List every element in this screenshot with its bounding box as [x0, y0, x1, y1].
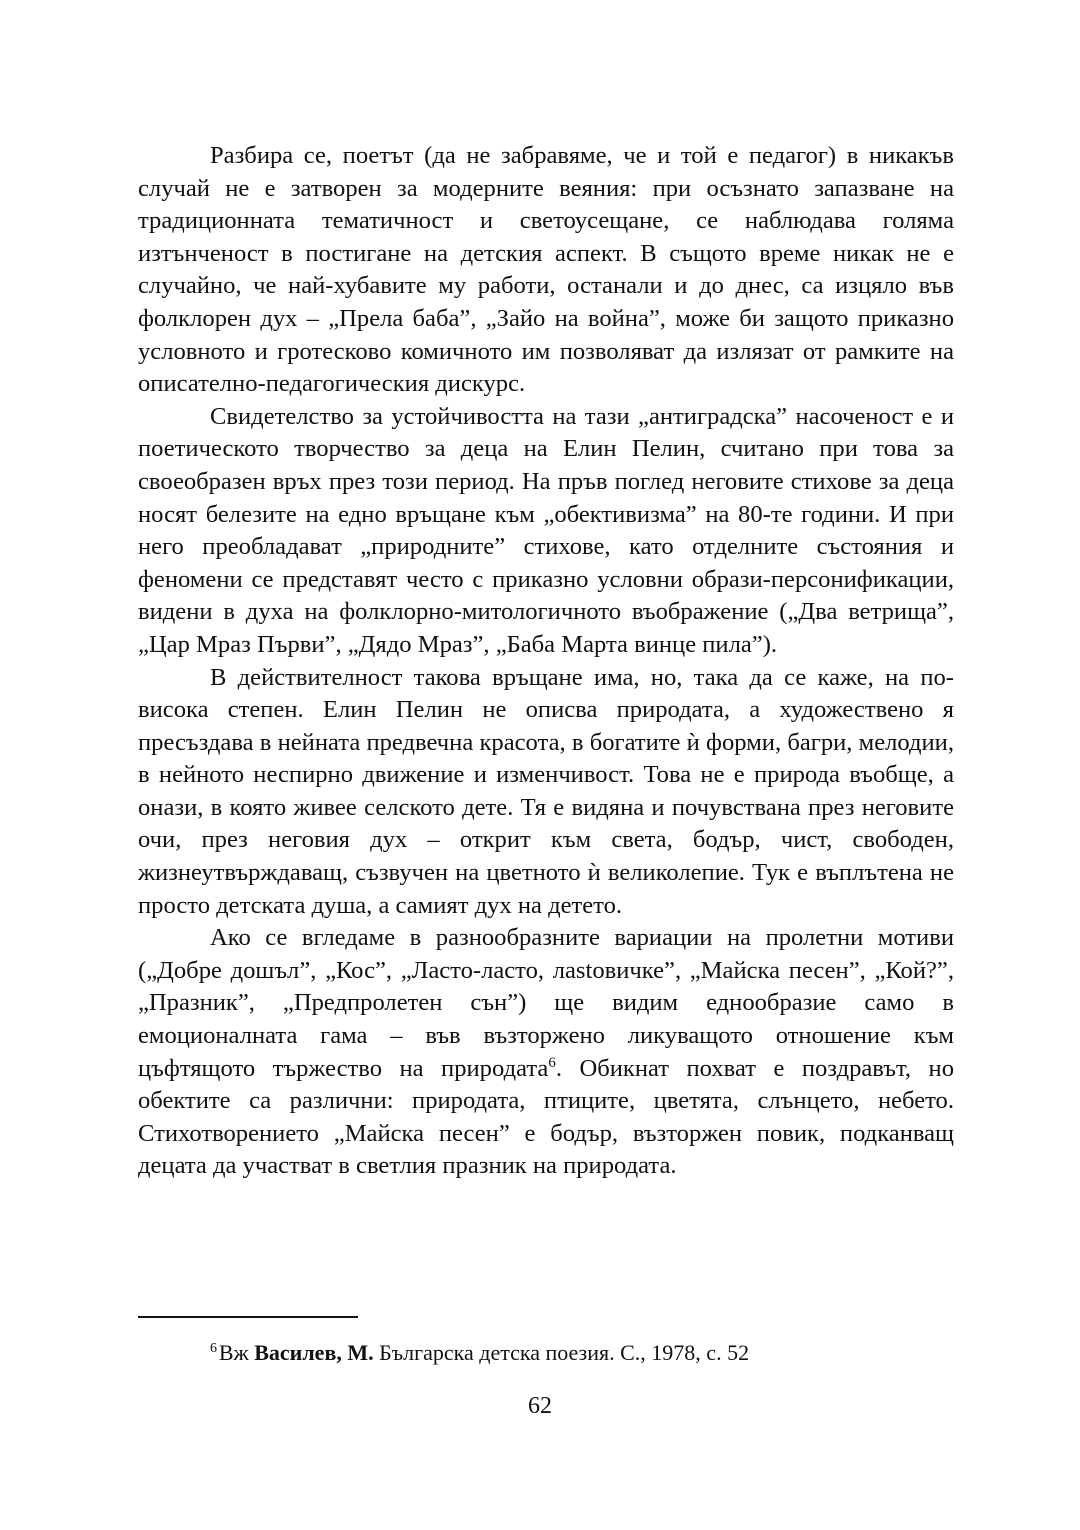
footnote-separator [138, 1316, 358, 1318]
paragraph-4-text-after: . Обикнат похват е поздравът, но обектите са различни: природата, птиците, цветята, слънцето, небето. Стихотворението „Майска песен” е бодър, възторжен повик, подканващ децата да участват в светлия празник на природата. [138, 1054, 955, 1180]
paragraph-3: В действителност такова връщане има, но, така да се каже, на по-висока степен. Елин Пелин не описва природата, а художествено я пресъздава в нейната предвечна красота, в богатите ѝ форми, багри, мелодии, в нейното неспирно движение и изменчивост. Това не е природа въобще, а онази, в която живее селското дете. Тя е видяна и почувствана през неговите очи, през неговия дух – открит към света, бодър, чист, свободен, жизнеутвърждаващ, съзвучен на цветното ѝ великолепие. Тук е въплътена не просто детската душа, а самият дух на детето. [138, 663, 954, 919]
footnote [138, 1339, 954, 1367]
footnote-prefix: Вж [218, 1340, 249, 1365]
footnote-author: Василев, М. [254, 1340, 374, 1365]
page-number: 62 [528, 1393, 552, 1419]
paragraph-2: Свидетелство за устойчивостта на тази „антиградска” насоченост е и поетическото творчество за деца на Елин Пелин, считано при това за своеобразен връх през този период. На пръв поглед неговите стихове за деца носят белезите на едно връщане към „обективизма” на 80-те години. И при него преобладават „природните” стихове, като отделните състояния и феномени се представят често с приказно условни образи-персонификации, видени в духа на фолклорно-митологичното въображение („Два ветрища”, „Цар Мраз Първи”, „Дядо Мраз”, „Баба Марта винце пила”). [138, 402, 954, 658]
document-body [138, 140, 954, 1183]
footnote-reference: 6 [548, 1054, 556, 1071]
paragraph-4-text-before: Ако се вгледаме в разнообразните вариации на пролетни мотиви („Добре дошъл”, „Кос”, „Ласто-ласто, лastовичке”, „Майска песен”, „Кой?”, „Празник”, „Предпролетен сън”) ще видим еднообразие само в емоционалната гама – във възторжено ликуващото отношение към цъфтящото тържество на природата [138, 924, 954, 1082]
paragraph-4 [138, 922, 954, 1183]
paragraph-1: Разбира се, поетът (да не забравяме, че и той е педагог) в никакъв случай не е затворен за модерните веяния: при осъзнато запазване на традиционната тематичност и светоусещане, се наблюдава голяма изтънченост в постигане на детския аспект. В същото време никак не е случайно, че най-хубавите му работи, останали и до днес, са изцяло във фолклорен дух – „Прела баба”, „Зайо на война”, може би защото приказно условното и гротесково комичното им позволяват да излязат от рамките на описателно-педагогическия дискурс. [138, 142, 954, 398]
footnote-citation: Българска детска поезия. С., 1978, с. 52 [379, 1340, 750, 1365]
footnote-number: 6 [210, 1341, 217, 1356]
